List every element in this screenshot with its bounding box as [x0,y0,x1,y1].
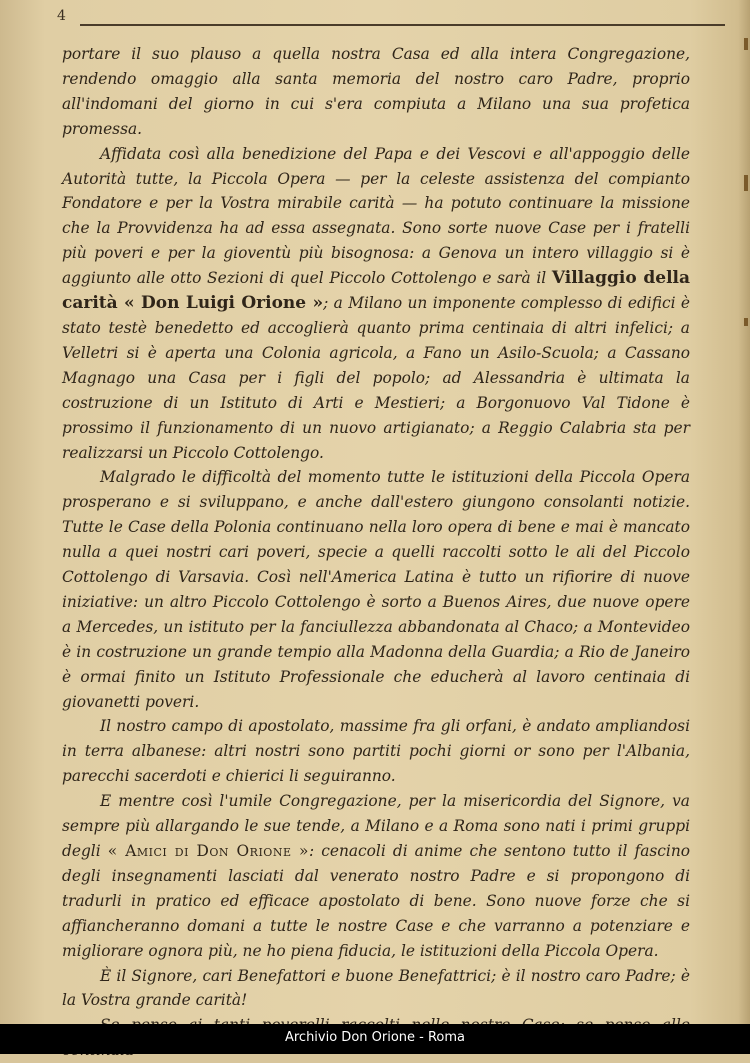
paragraph-4: Il nostro campo di apostolato, massime fra gli orfani, è andato ampliandosi in terra albanese: altri nostri sono partiti pochi giorni or sono per l'Albania, parecchi sacerdoti e chierici li seguiranno. [62,717,690,786]
body-text [62,42,690,1063]
edge-mark [744,318,748,326]
archive-label: Archivio Don Orione - Roma [284,1030,466,1045]
amici-di-don-orione: « Amici di Don Orione » [107,842,309,860]
paragraph-5-before: E mentre così l'umile Congregazione, per la misericordia del Signore, va sempre più allargando le sue tende, a Milano e a Roma sono nati i primi gruppi degli [62,792,690,860]
edge-mark [744,175,748,191]
paragraph-2-after: ; a Milano un imponente complesso di edifici è stato testè benedetto ed accoglierà quanto prima centinaia di altri infelici; a Velletri si è aperta una Colonia agricola, a Fano un Asilo-Scuola; a Cassano Magnago una Casa per i figli del popolo; ad Alessandria è ultimata la costruzione di un Istituto di Arti e Mestieri; a Borgonuovo Val Tidone è prossimo il funzionamento di un nuovo artigianato; a Reggio Calabria sta per realizzarsi un Piccolo Cottolengo. [62,294,690,462]
paragraph-2 [62,142,690,466]
paragraph-5-after: : cenacoli di anime che sentono tutto il fascino degli insegnamenti lasciati dal venerato nostro Padre e si propongono di tradurli in pratico ed efficace apostolato di bene. Sono nuove forze che si affiancheranno domani a tutte le nostre Case e che varranno a potenziare e migliorare ognora più, ne ho piena fiducia, le istituzioni della Piccola Opera. [62,842,690,960]
edge-mark [744,38,748,50]
header-rule [80,24,725,26]
page-number: 4 [57,8,66,24]
paragraph-5 [62,789,690,963]
page-edge-shadow [738,0,750,1054]
paragraph-6: È il Signore, cari Benefattori e buone Benefattrici; è il nostro caro Padre; è la Vostra grande carità! [62,966,690,1010]
village-name: Villaggio della carità « Don Luigi Orione » [62,268,691,314]
paragraph-3: Malgrado le difficoltà del momento tutte le istituzioni della Piccola Opera prosperano e si sviluppano, e anche dall'estero giungono consolanti notizie. Tutte le Case della Polonia continuano nella loro opera di bene e mai è mancato nulla a quei nostri cari poveri, specie a quelli raccolti sotto le ali del Piccolo Cottolengo di Varsavia. Così nell'America Latina è tutto un rifiorire di nuove iniziative: un altro Piccolo Cottolengo è sorto a Buenos Aires, due nuove opere a Mercedes, un istituto per la fanciullezza abbandonata al Chaco; a Montevideo è in costruzione un grande tempio alla Madonna della Guardia; a Rio de Janeiro è ormai finito un Istituto Professionale che educherà al lavoro centinaia di giovanetti poveri. [62,468,690,711]
paragraph-2-before: Affidata così alla benedizione del Papa e dei Vescovi e all'appoggio delle Autorità tutte, la Piccola Opera — per la celeste assistenza del compianto Fondatore e per la Vostra mirabile carità — ha potuto continuare la missione che la Provvidenza ha ad essa assegnata. Sono sorte nuove Case per i fratelli più poveri e per la gioventù più bisognosa: a Genova un intero villaggio si è aggiunto alle otto Sezioni di quel Piccolo Cottolengo e sarà il [62,144,690,288]
paragraph-1: portare il suo plauso a quella nostra Casa ed alla intera Congregazione, rendendo omaggio alla santa memoria del nostro caro Padre, proprio all'indomani del giorno in cui s'era compiuta a Milano una sua profetica promessa. [62,45,690,138]
